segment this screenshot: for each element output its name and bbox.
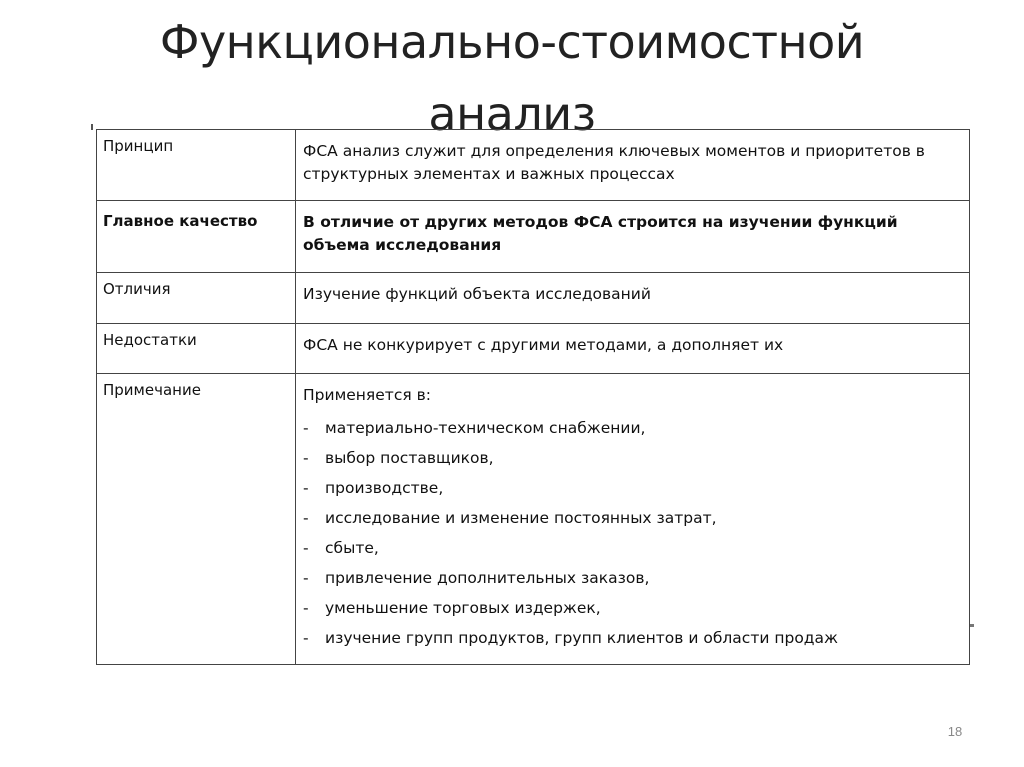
dash-bullet: - [303,629,309,647]
table-row [97,324,970,374]
row-label: Принцип [97,130,296,201]
list-item [303,533,963,563]
list-item [303,593,963,623]
list-item [303,623,963,653]
row-value: Изучение функций объекта исследований [296,273,970,324]
row-value: ФСА анализ служит для определения ключевых моментов и приоритетов в структурных элементах и важных процессах [296,130,970,201]
info-table-container [96,129,970,647]
row-label: Главное качество [97,201,296,273]
list-item [303,413,963,443]
list-item-text: исследование и изменение постоянных затрат, [325,509,717,527]
dash-bullet: - [303,449,309,467]
table-row [97,130,970,201]
row-label: Недостатки [97,324,296,374]
list-item-text: производстве, [325,479,444,497]
row-label: Отличия [97,273,296,324]
row-label: Примечание [97,374,296,665]
table-row [97,273,970,324]
note-list [303,413,963,653]
row-value: ФСА не конкурирует с другими методами, а дополняет их [296,324,970,374]
list-item-text: сбыте, [325,539,379,557]
slide-number: 18 [947,724,963,739]
note-intro: Применяется в: [303,386,431,404]
list-item [303,443,963,473]
dash-bullet: - [303,539,309,557]
dash-bullet: - [303,509,309,527]
row-value: В отличие от других методов ФСА строится на изучении функций объема исследования [296,201,970,273]
corner-mark [970,624,974,627]
list-item-text: изучение групп продуктов, групп клиентов и области продаж [325,629,838,647]
table-row [97,201,970,273]
list-item-text: материально-техническом снабжении, [325,419,646,437]
list-item-text: уменьшение торговых издержек, [325,599,601,617]
table-row [97,374,970,665]
dash-bullet: - [303,419,309,437]
list-item [303,503,963,533]
row-value-list [296,374,970,665]
dash-bullet: - [303,479,309,497]
slide-title: Функционально-стоимостной анализ [159,15,865,141]
list-item [303,563,963,593]
list-item-text: привлечение дополнительных заказов, [325,569,650,587]
info-table [96,129,970,665]
dash-bullet: - [303,569,309,587]
corner-mark [91,124,93,130]
list-item-text: выбор поставщиков, [325,449,494,467]
dash-bullet: - [303,599,309,617]
list-item [303,473,963,503]
